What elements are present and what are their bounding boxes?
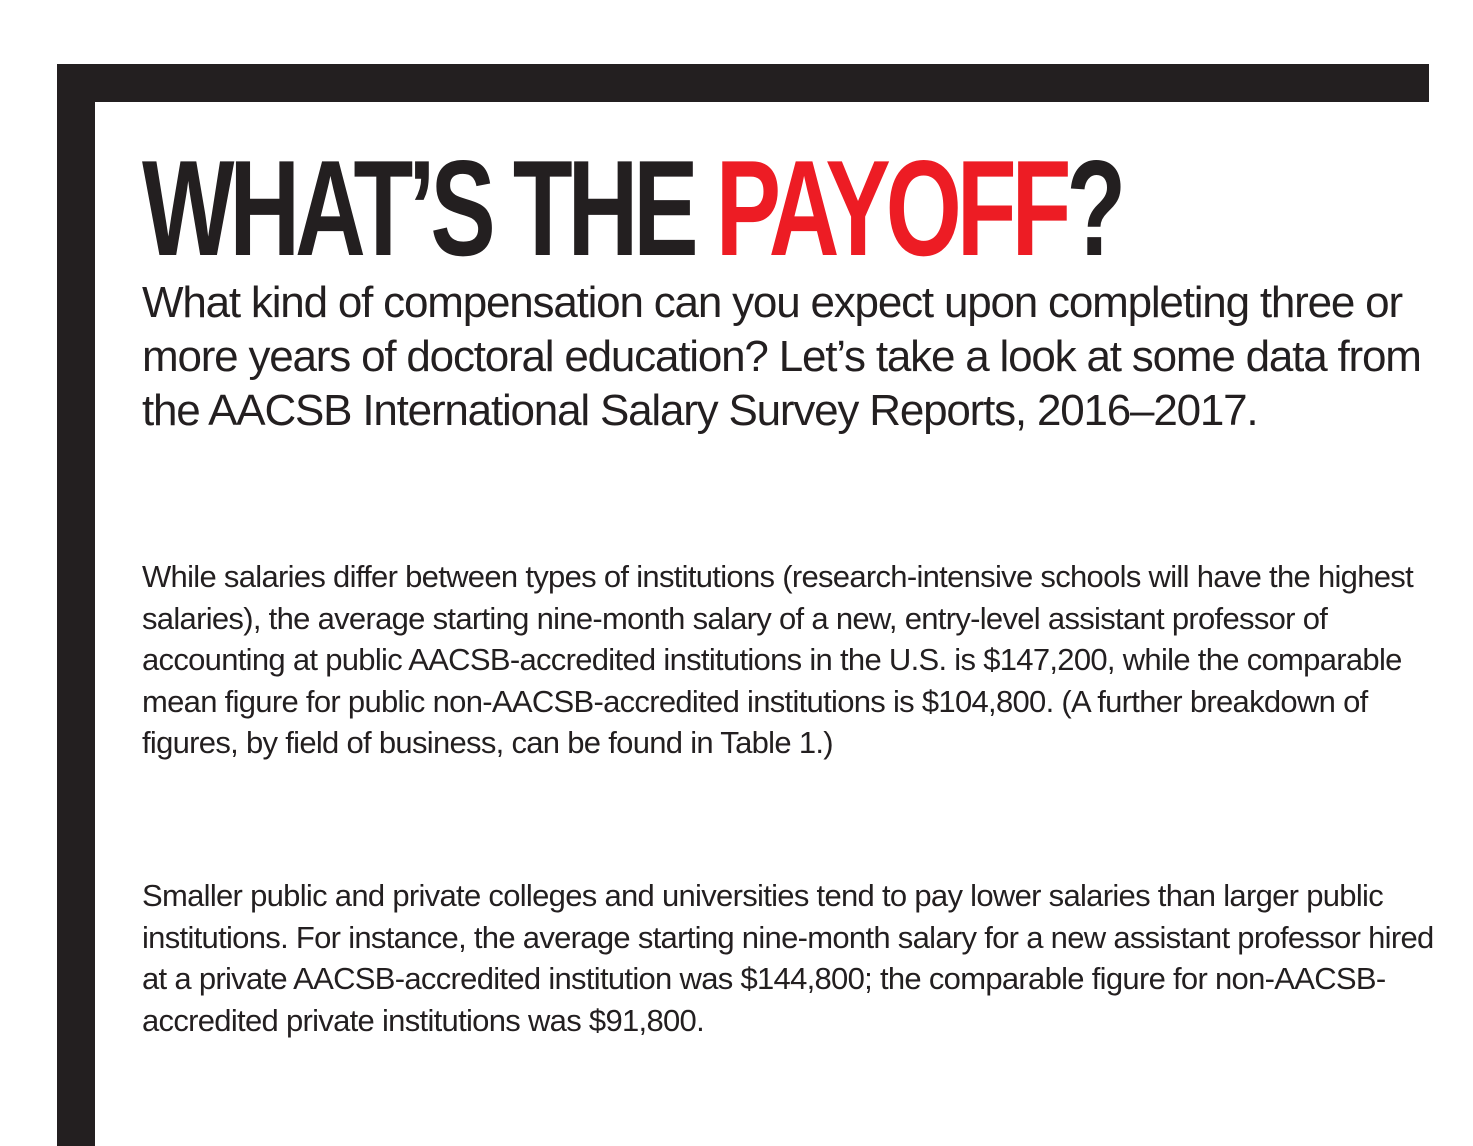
headline-accent-word: PAYOFF (715, 132, 1067, 284)
frame-top-bar (57, 64, 1429, 102)
headline-part-2: ? (1066, 132, 1122, 284)
body-paragraph-1: While salaries differ between types of institutions (research-intensive schools will have the highest salaries), the average starting nine-month salary of a new, entry-level assistant professor of accounting at public AACSB-accredited institutions in the U.S. is $147,200, while the comparable mean figure for public non-AACSB-accredited institutions is $104,800. (A further breakdown of figures, by field of business, can be found in Table 1.) (142, 559, 1414, 761)
lede-paragraph: What kind of compensation can you expect upon completing three or more years of doctoral education? Let’s take a look at some data from the AACSB International Salary Survey Reports, 2016–2017. (142, 278, 1421, 435)
headline-part-1: WHAT’S THE (142, 132, 716, 284)
body-paragraph-2: Smaller public and private colleges and universities tend to pay lower salaries than larger public institutions. For instance, the average starting nine-month salary for a new assistant professor hired at a private AACSB-accredited institution was $144,800; the comparable figure for non-AACSB-accredited private institutions was $91,800. (142, 878, 1434, 1038)
headline (142, 132, 1122, 284)
frame-left-bar (57, 64, 95, 1146)
